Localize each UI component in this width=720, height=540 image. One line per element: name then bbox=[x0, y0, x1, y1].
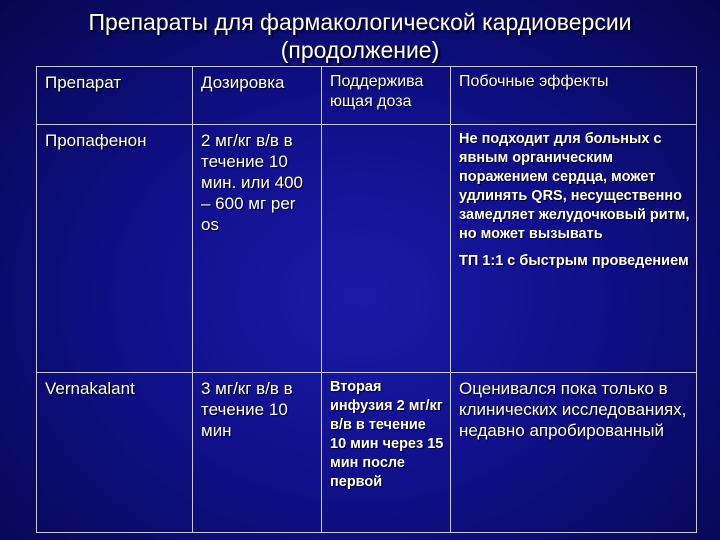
cell-drug: Vernakalant bbox=[37, 373, 193, 533]
header-dose: Дозировка bbox=[193, 67, 322, 125]
header-side-effects: Побочные эффекты bbox=[451, 67, 697, 125]
cell-side-effects bbox=[451, 125, 697, 373]
drug-table bbox=[36, 66, 697, 533]
table-row bbox=[37, 373, 697, 533]
header-drug: Препарат bbox=[37, 67, 193, 125]
header-maintenance: Поддержива ющая доза bbox=[322, 67, 451, 125]
slide-title-line-1: Препараты для фармакологической кардиоверсии bbox=[88, 9, 632, 35]
cell-maintenance bbox=[322, 125, 451, 373]
cell-dose: 2 мг/кг в/в в течение 10 мин. или 400 – 600 мг per os bbox=[193, 125, 322, 373]
table-header-row bbox=[37, 67, 697, 125]
side-effects-paragraph-1: Не подходит для больных с явным органическим поражением сердца, может удлинять QRS, несущественно замедляет желудочковый ритм, но может вызывать bbox=[459, 131, 690, 242]
cell-drug: Пропафенон bbox=[37, 125, 193, 373]
slide-title bbox=[0, 8, 720, 64]
cell-dose: 3 мг/кг в/в в течение 10 мин bbox=[193, 373, 322, 533]
side-effects-paragraph-2: ТП 1:1 с быстрым проведением bbox=[459, 253, 689, 269]
table-row bbox=[37, 125, 697, 373]
cell-side-effects: Оценивался пока только в клинических исследованиях, недавно апробированный bbox=[451, 373, 697, 533]
slide-title-line-2: (продолжение) bbox=[280, 37, 440, 63]
cell-maintenance: Вторая инфузия 2 мг/кг в/в в течение 10 мин через 15 мин после первой bbox=[322, 373, 451, 533]
